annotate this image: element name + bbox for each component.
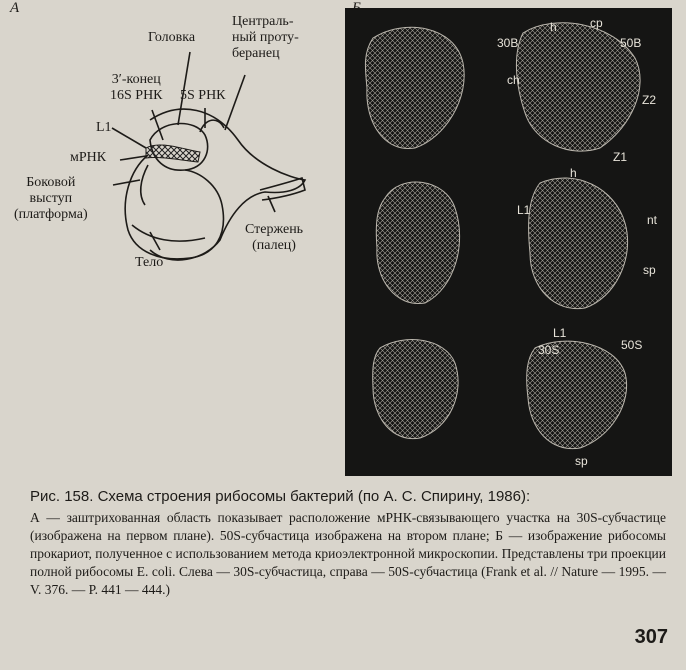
em-label-l1-row2: L1	[517, 203, 531, 217]
em-r2-left	[376, 182, 459, 304]
panel-a-ribosome-diagram	[0, 0, 345, 480]
em-r1-left	[365, 27, 464, 148]
em-label-30b: 30В	[497, 36, 519, 50]
label-body: Тело	[135, 255, 164, 270]
label-central-protuberance: Централь- ный проту- беранец	[232, 14, 299, 61]
em-label-z2: Z2	[642, 93, 657, 107]
caption-body: А — заштрихованная область показывает расположение мРНК-связывающего участка на 30S-субчастице (изображена на первом плане). 50S-субчастица изображена на втором плане; Б — изображение рибосомы прокариот, полученное с использованием метода криоэлектронной микроскопии. Представлены три проекции полной рибосомы E. coli. Слева — 30S-субчастица, справа — 50S-субчастица (Frank et al. // Nature — 1995. — V. 376. — P. 441 — 444.)	[30, 510, 666, 597]
em-r2-right	[529, 178, 628, 309]
em-label-nt: nt	[647, 213, 658, 227]
label-3-end-16s: 3′-конец 16S РНК	[110, 72, 163, 103]
em-label-50s: 50S	[621, 338, 643, 352]
panel-a-letter: А	[10, 0, 20, 16]
em-label-30s: 30S	[538, 343, 560, 357]
label-head: Головка	[148, 30, 196, 45]
label-platform: Боковой выступ (платформа)	[14, 175, 88, 222]
figure-caption	[30, 488, 666, 599]
em-label-l1-row3: L1	[553, 326, 567, 340]
panel-b-cryo-em-image	[345, 8, 672, 476]
label-5s-rna: 5S РНК	[180, 88, 226, 103]
platform-outline	[141, 165, 148, 205]
em-r3-left	[373, 340, 458, 439]
stalk-outline	[260, 178, 305, 200]
body-outline	[125, 155, 223, 259]
label-stalk: Стержень (палец)	[245, 222, 304, 253]
em-label-cp: cp	[590, 16, 603, 30]
em-label-sp-row2: sp	[643, 263, 656, 277]
em-label-sp-row3: sp	[575, 454, 588, 468]
page-number: 307	[634, 626, 668, 648]
central-protuberance-outline	[200, 120, 224, 132]
em-label-h-row2: h	[570, 166, 577, 180]
em-r3-right	[527, 341, 627, 449]
em-label-ch: ch	[507, 73, 520, 87]
caption-title: Рис. 158. Схема строения рибосомы бактерий (по А. С. Спирину, 1986):	[30, 488, 531, 505]
label-mrna: мРНК	[70, 150, 107, 165]
em-label-z1: Z1	[613, 150, 628, 164]
mrna-binding-site	[146, 145, 200, 162]
em-label-h-row1: h	[550, 20, 557, 34]
em-label-50b: 50В	[620, 36, 642, 50]
label-l1: L1	[96, 120, 112, 135]
